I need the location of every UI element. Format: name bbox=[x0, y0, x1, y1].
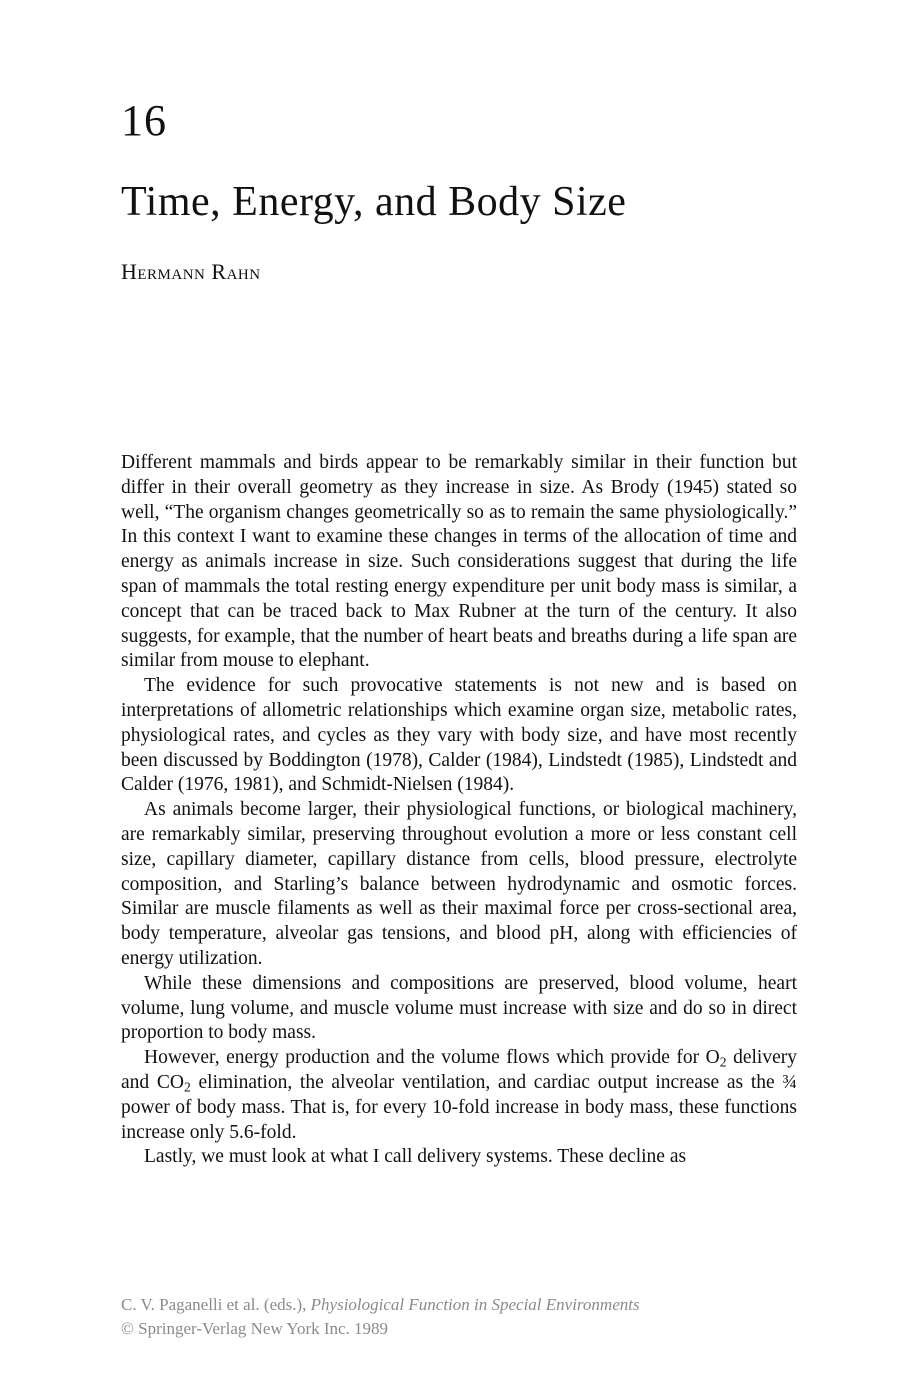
footer-source bbox=[121, 1293, 781, 1317]
paragraph: As animals become larger, their physiological functions, or biological machinery, are remarkably similar, preserving throughout evolution a more or less constant cell size, capillary diameter, capillary distance from cells, blood pressure, electrolyte composition, and Starling’s balance between hydrodynamic and osmotic forces. Similar are muscle filaments as well as their maximal force per cross-sectional area, body temperature, alveolar gas tensions, and blood pH, along with efficiencies of energy utilization. bbox=[121, 799, 797, 969]
paragraph-gas-exchange bbox=[121, 1046, 797, 1145]
footer-editors: C. V. Paganelli et al. (eds.), bbox=[121, 1295, 311, 1314]
footer-citation bbox=[121, 1293, 781, 1341]
paragraph: The evidence for such provocative statements is not new and is based on interpretations of allometric relationships which examine organ size, metabolic rates, physiological rates, and cycles as they vary with body size, and have most recently been discussed by Boddington (1978), Calder (1984), Lindstedt (1985), Lindstedt and Calder (1976, 1981), and Schmidt-Nielsen (1984). bbox=[121, 675, 797, 796]
paragraph: While these dimensions and compositions are preserved, blood volume, heart volume, lung volume, and muscle volume must increase with size and do so in direct proportion to body mass. bbox=[121, 972, 797, 1044]
co2-subscript: 2 bbox=[183, 1079, 191, 1095]
author-name: Hermann Rahn bbox=[121, 259, 261, 284]
paragraph: Lastly, we must look at what I call delivery systems. These decline as bbox=[144, 1146, 687, 1168]
chapter-number: 16 bbox=[121, 96, 167, 145]
co2-symbol: CO bbox=[156, 1071, 184, 1093]
paragraph-text: delivery and bbox=[121, 1047, 797, 1093]
o2-subscript: 2 bbox=[719, 1054, 727, 1070]
paragraph: Different mammals and birds appear to be remarkably similar in their function but differ in their overall geometry as they increase in size. As Brody (1945) stated so well, “The organism changes geometrically so as to remain the same physiologically.” In this context I want to examine these changes in terms of the allocation of time and energy as animals increase in size. Such considerations suggest that during the life span of mammals the total resting energy expenditure per unit body mass is similar, a concept that can be traced back to Max Rubner at the turn of the century. It also suggests, for example, that the number of heart beats and breaths during a life span are similar from mouse to elephant. bbox=[121, 452, 797, 672]
paragraph-text: elimination, the alveolar ventilation, and cardiac output increase as the ¾ power of body mass. That is, for every 10-fold increase in body mass, these functions increase only 5.6-fold. bbox=[121, 1071, 798, 1143]
footer-copyright: © Springer-Verlag New York Inc. 1989 bbox=[121, 1319, 389, 1338]
footer-book-title: Physiological Function in Special Environments bbox=[310, 1295, 640, 1314]
chapter-title: Time, Energy, and Body Size bbox=[121, 179, 627, 225]
o2-symbol: O bbox=[705, 1047, 720, 1069]
body-text bbox=[121, 451, 797, 1170]
paragraph-text: However, energy production and the volume flows which provide for bbox=[144, 1047, 706, 1069]
